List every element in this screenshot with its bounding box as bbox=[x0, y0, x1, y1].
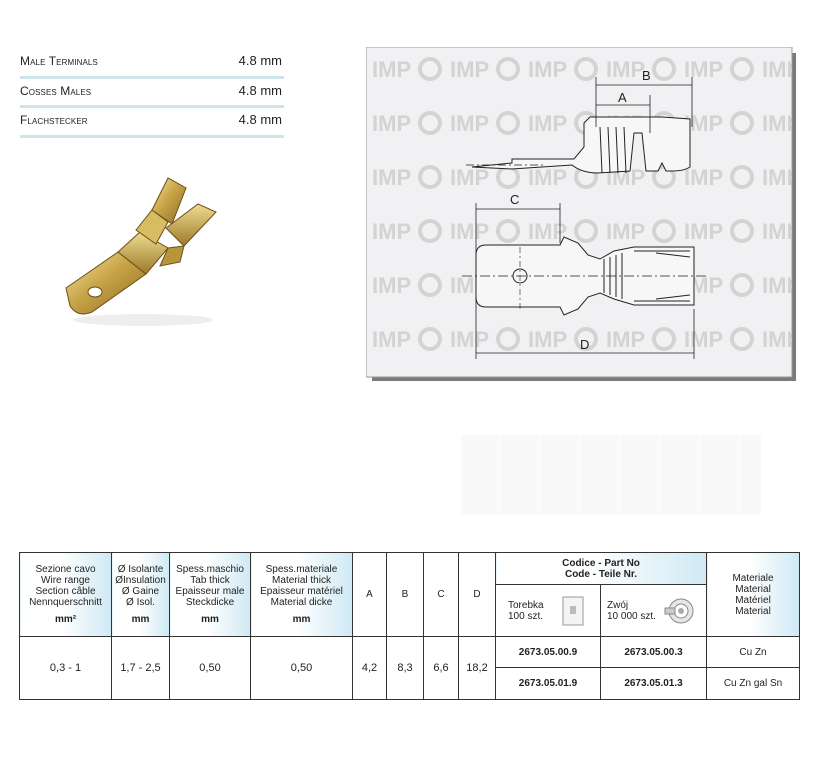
title-size: 4.8 mm bbox=[238, 53, 282, 68]
title-name: Cosses Males bbox=[20, 83, 92, 98]
cell-bag-code: 2673.05.00.9 bbox=[496, 637, 601, 668]
title-row bbox=[20, 79, 284, 109]
dim-d-label: D bbox=[580, 337, 590, 352]
cell-a: 4,2 bbox=[353, 637, 387, 700]
reel-icon bbox=[664, 596, 694, 626]
header-a: A bbox=[353, 553, 387, 637]
header-reel: Zwój 10 000 szt. bbox=[601, 585, 707, 637]
title-size: 4.8 mm bbox=[238, 112, 282, 127]
bag-icon bbox=[562, 596, 584, 626]
technical-drawing bbox=[366, 47, 798, 383]
title-row bbox=[20, 108, 284, 138]
header-material: Materiale Material Matériel Material bbox=[707, 553, 800, 637]
header-b: B bbox=[387, 553, 424, 637]
dim-a-label: A bbox=[618, 90, 627, 105]
header-bag: Torebka 100 szt. bbox=[496, 585, 601, 637]
cell-reel-code: 2673.05.01.3 bbox=[601, 668, 707, 700]
spec-table bbox=[19, 552, 800, 700]
title-name: Male Terminals bbox=[20, 54, 98, 68]
header-code: Codice - Part No Code - Teile Nr. bbox=[496, 553, 707, 585]
header-tab-thick: Spess.maschio Tab thick Epaisseur male Steckdicke mm bbox=[170, 553, 251, 637]
cell-bag-code: 2673.05.01.9 bbox=[496, 668, 601, 700]
cell-material: Cu Zn bbox=[707, 637, 800, 668]
cell-reel-code: 2673.05.00.3 bbox=[601, 637, 707, 668]
header-material-thick: Spess.materiale Material thick Epaisseur matériel Material dicke mm bbox=[251, 553, 353, 637]
header-c: C bbox=[424, 553, 459, 637]
header-d: D bbox=[459, 553, 496, 637]
cell-d: 18,2 bbox=[459, 637, 496, 700]
dim-c-label: C bbox=[510, 192, 520, 207]
header-section: Sezione cavo Wire range Section câble Nennquerschnitt mm² bbox=[20, 553, 112, 637]
terminal-photo bbox=[48, 170, 233, 335]
header-insulation: Ø Isolante ØInsulation Ø Gaine Ø Isol. mm bbox=[112, 553, 170, 637]
dim-b-label: B bbox=[642, 68, 651, 83]
title-row bbox=[20, 49, 284, 79]
title-list bbox=[20, 49, 284, 138]
cell-c: 6,6 bbox=[424, 637, 459, 700]
cell-section: 0,3 - 1 bbox=[20, 637, 112, 700]
cell-material: Cu Zn gal Sn bbox=[707, 668, 800, 700]
title-size: 4.8 mm bbox=[238, 82, 282, 98]
cell-insulation: 1,7 - 2,5 bbox=[112, 637, 170, 700]
cell-tab-thick: 0,50 bbox=[170, 637, 251, 700]
watermark bbox=[366, 47, 792, 377]
cell-b: 8,3 bbox=[387, 637, 424, 700]
cell-material-thick: 0,50 bbox=[251, 637, 353, 700]
faded-graphic bbox=[461, 435, 761, 515]
title-name: Flachstecker bbox=[20, 113, 88, 127]
